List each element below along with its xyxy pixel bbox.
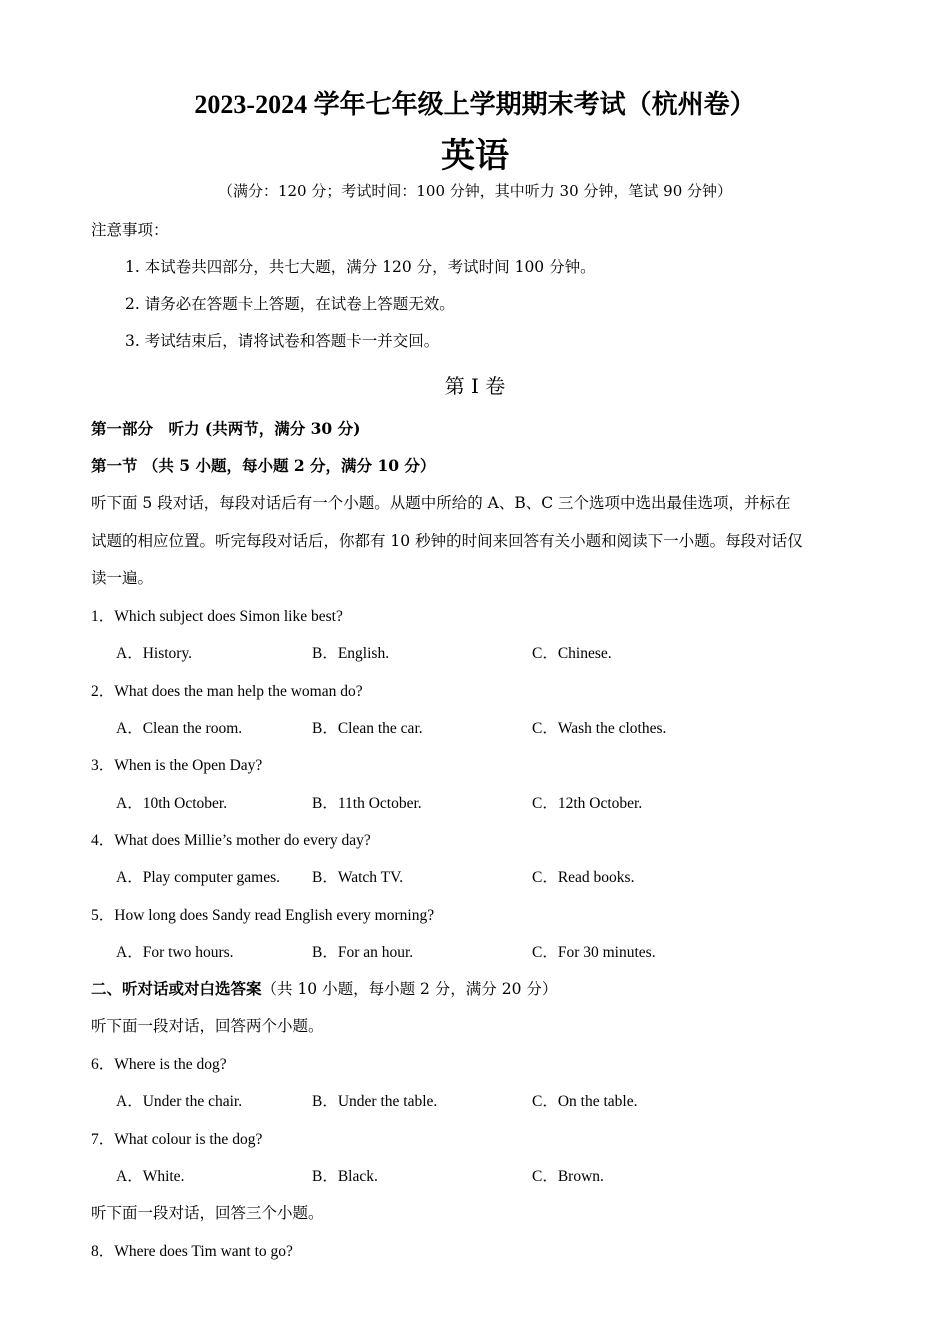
option-b: B．Under the table. <box>312 1093 438 1110</box>
option-b: B．English. <box>312 645 390 662</box>
question-text: 6．Where is the dog? <box>91 1056 227 1073</box>
section2-heading <box>91 977 557 999</box>
option-a: A．White. <box>116 1168 185 1185</box>
question-text: 2．What does the man help the woman do? <box>91 683 363 700</box>
section1-heading: 第一节 （共 5 小题，每小题 2 分，满分 10 分） <box>91 456 436 475</box>
note-item: 3. 考试结束后，请将试卷和答题卡一并交回。 <box>125 332 440 350</box>
option-a: A．History. <box>116 645 193 662</box>
option-a: A．For two hours. <box>116 944 234 961</box>
question-text: 8．Where does Tim want to go? <box>91 1243 293 1260</box>
option-c: C．Read books. <box>532 869 635 886</box>
question-text: 1．Which subject does Simon like best? <box>91 608 343 625</box>
option-c: C．Chinese. <box>532 645 612 662</box>
option-c: C．Brown. <box>532 1168 604 1185</box>
question-text: 7．What colour is the dog? <box>91 1131 263 1148</box>
option-b: B．Clean the car. <box>312 720 423 737</box>
volume-label: 第 I 卷 <box>444 374 506 398</box>
dialog-intro: 听下面一段对话，回答三个小题。 <box>91 1204 324 1222</box>
section2-heading-rest: （共 10 小题，每小题 2 分，满分 20 分） <box>261 980 558 998</box>
exam-title: 2023-2024 学年七年级上学期期末考试（杭州卷） <box>194 90 756 119</box>
option-a: A．Clean the room. <box>116 720 243 737</box>
note-item: 2. 请务必在答题卡上答题，在试卷上答题无效。 <box>125 295 455 313</box>
option-b: B．11th October. <box>312 795 422 812</box>
question-text: 3．When is the Open Day? <box>91 757 263 774</box>
option-b: B．Watch TV. <box>312 869 404 886</box>
note-item: 1. 本试卷共四部分，共七大题，满分 120 分，考试时间 100 分钟。 <box>125 258 596 276</box>
option-c: C．12th October. <box>532 795 643 812</box>
option-a: A．10th October. <box>116 795 228 812</box>
option-c: C．For 30 minutes. <box>532 944 656 961</box>
subject-title: 英语 <box>441 136 509 176</box>
option-b: B．For an hour. <box>312 944 414 961</box>
instruction-line: 试题的相应位置。听完每段对话后，你都有 10 秒钟的时间来回答有关小题和阅读下一小题。每段对话仅 <box>91 532 803 550</box>
option-a: A．Under the chair. <box>116 1093 243 1110</box>
question-text: 4．What does Millie’s mother do every day? <box>91 832 371 849</box>
part1-heading: 第一部分 听力 (共两节，满分 30 分) <box>91 419 361 438</box>
dialog-intro: 听下面一段对话，回答两个小题。 <box>91 1017 324 1035</box>
instruction-line: 读一遍。 <box>91 569 154 587</box>
instruction-line: 听下面 5 段对话，每段对话后有一个小题。从题中所给的 A、B、C 三个选项中选出最佳选项，并标在 <box>91 494 791 512</box>
section2-heading-bold: 二、听对话或对白选答案 <box>91 979 262 998</box>
option-c: C．Wash the clothes. <box>532 720 667 737</box>
exam-info: （满分：120 分；考试时间：100 分钟，其中听力 30 分钟，笔试 90 分钟） <box>217 182 733 200</box>
option-b: B．Black. <box>312 1168 378 1185</box>
question-text: 5．How long does Sandy read English every morning? <box>91 907 435 924</box>
option-c: C．On the table. <box>532 1093 638 1110</box>
option-a: A．Play computer games. <box>116 869 281 886</box>
notes-heading: 注意事项： <box>91 221 169 239</box>
